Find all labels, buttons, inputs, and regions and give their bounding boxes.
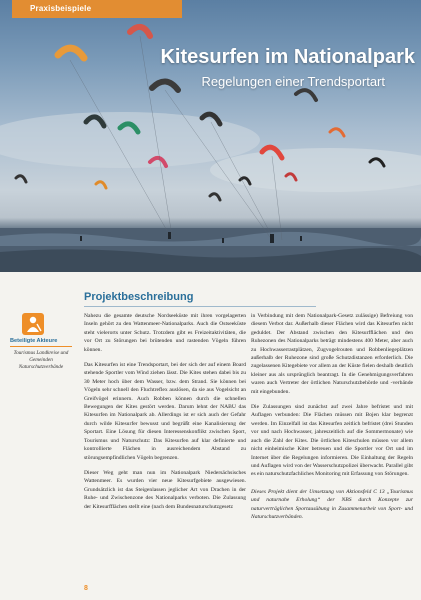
person-icon [22,313,44,335]
page-subtitle: Regelungen einer Trendsportart [201,74,385,89]
paragraph: in Verbindung mit dem Nationalpark-Gesetz zulässige) Befreiung von diesem Verbot dar. Außerhalb dieser Flächen wird das Kitesurfen nicht geduldet. Der Abstand zwischen den Kitesurfflächen und den Ruhezonen des Nationalparks beträgt mindestens 400 Meter, aber auch zu Hochwasserrastplätzen, Zugvogelrouten und Robbenliegeplätzen außerhalb der Ruhezone sind große Schutzdistanzen erforderlich. Die zugelassenen Kitegebiete vor allem an der Küste fielen deshalb deutlich kleiner aus als ursprünglich beantragt. In die Genehmigungsverfahren waren auch Vertreter der örtlichen Naturschutzbehörde und -verbände mit eingebunden. [251,313,413,395]
text-column-left [84,312,246,511]
paragraph: Die Zulassungen sind zunächst auf zwei Jahre befristet und mit Auflagen verbunden: Die Flächen müssen mit Bojen klar begrenzt werden. Im Einzelfall ist das Kitesurfen zeitlich befristet (drei Stunden vor und nach Hochwasser, jahreszeitlich auf die Sommermonate) wie auch die Zahl der Kites. Die örtlichen Kiteschulen müssen vor allem nicht einheimische Kiter betreuen und die Sportler vor Ort und im Internet über die Regelungen informieren. Die Einhaltung der Regeln und Auflagen wird von der Wasserschutzpolizei überwacht. Parallel gibt es ein naturschutzfachliches Monitoring mit Erfassung von Störungen. [251,404,413,478]
paragraph: Das Kitesurfen ist eine Trendsportart, bei der sich der auf einem Board stehende Sportler vom Wind ziehen lässt. Die Kites stehen dabei bis zu 30 Meter hoch über dem Wasser, bzw. dem Strand. Sie können bei Vögeln sehr schnell den Fluchtreflex auslösen, da sie aus Vogelsicht an Greifvögel erinnern. Auch Robben können durch die schnellen Bewegungen der Kites gestört werden. Darum lehnt der NABU das Kitesurfen im Nationalpark ab. Allerdings ist er sich auch der Gefahr durch wilde Kitesurfer bewusst und begrüßt eine Kanalisierung der Sportart. Eine Lösung für diesen Interessenskonflikt zwischen Sport, Tourismus und Naturschutz: Das Kitesurfen auf klar definierte und kontrollierte Flächen in ausreichendem Abstand zu störungsempfindlichen Vögeln begrenzen. [84,362,246,461]
page-title: Kitesurfen im Nationalpark [160,46,415,68]
kitesurfing-photo [0,0,421,272]
sidebar-label: Beteiligte Akteure [10,338,58,344]
paragraph: Dieser Weg geht man nun im Nationalpark Niedersächsisches Wattenmeer. Es wurden vier neue Kitesurfgebiete ausgewiesen. Grundsätzlich ist das Steigenlassen jeglicher Art von Drachen in der Ruhe- und Zwischenzone des Nationalparks verboten. Die Zulassung der Kitesurfflächen stellt eine (nach dem Bundesnaturschutzgesetz [84,469,246,510]
sidebar-divider [10,346,72,347]
paragraph: Nahezu die gesamte deutsche Nordseeküste mit ihren vorgelagerten Inseln gehört zu den Wattenmeer-Nationalparks. Auch die Ostseeküste steht vielerorts unter Schutz. Trotzdem gibt es Freizeitaktivitäten, die vor Ort zu Störungen bei brütenden und rastenden Vögeln führen können. [84,313,246,353]
project-note: Dieses Projekt dient der Umsetzung von Aktionsfeld C 13 „Tourismus und naturnahe Erholung“ der NBS durch Konzepte zur naturverträglichen Sportausübung in Zusammenarbeit von Sport- und Naturschutzverbänden. [251,488,413,520]
text-column-right [251,312,413,521]
sidebar-actors: Tourismus Landkreise und Gemeinden Naturschutzverbände [13,350,69,371]
heading-divider [84,306,316,307]
kite-scene-graphic [0,0,421,272]
section-heading: Projektbeschreibung [84,291,194,303]
section-label: Praxisbeispiele [12,0,182,18]
page-number: 8 [84,585,88,592]
